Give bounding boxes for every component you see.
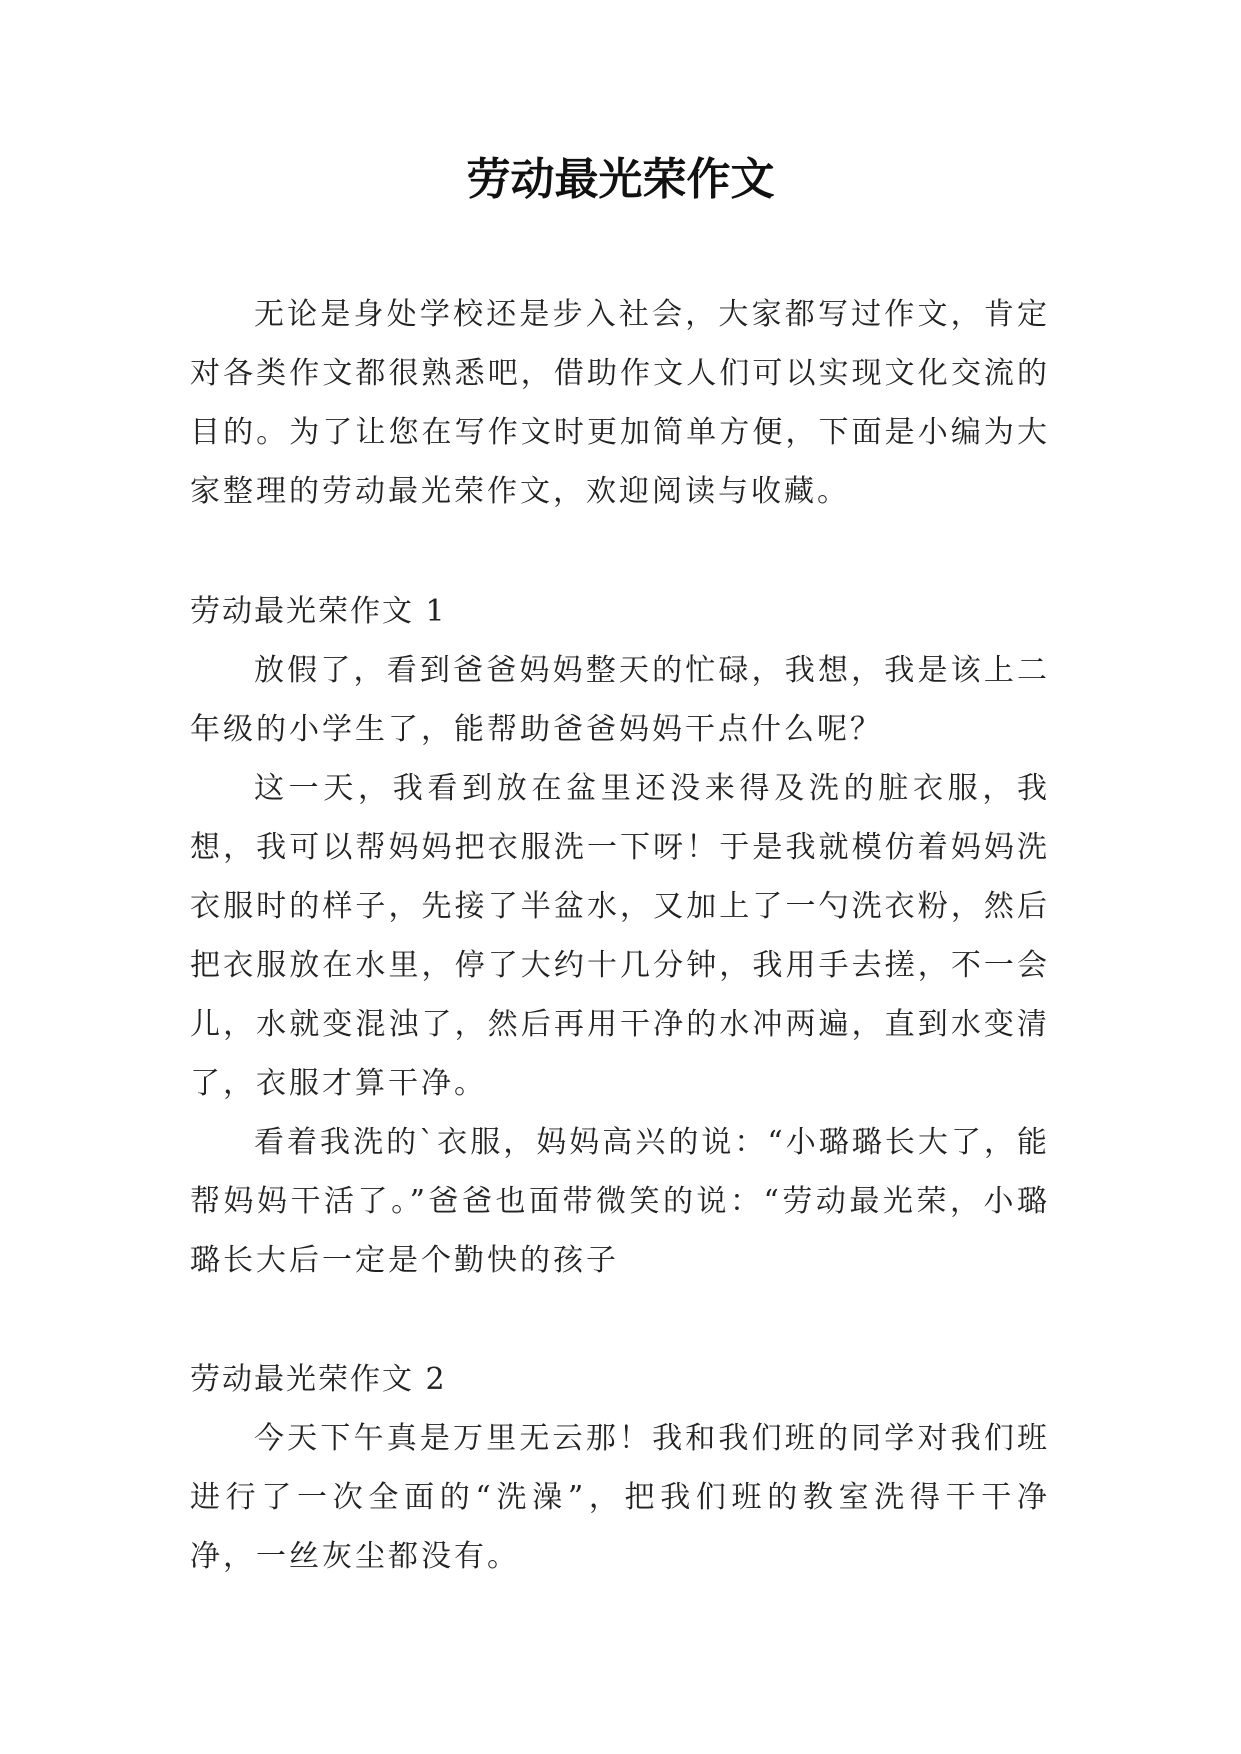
section-heading: 劳动最光荣作文 2 [190, 1362, 447, 1397]
section-heading: 劳动最光荣作文 1 [190, 594, 447, 629]
document-title: 劳动最光荣作文 [466, 154, 775, 205]
spacer [190, 521, 1050, 582]
essay-section-2 [190, 1350, 1050, 1586]
spacer [190, 1290, 1050, 1350]
body-paragraph: 今天下午真是万里无云那！我和我们班的同学对我们班进行了一次全面的“洗澡”，把我们班的教室洗得干干净净，一丝灰尘都没有。 [190, 1421, 1050, 1574]
essay-section-1 [190, 582, 1050, 1290]
body-paragraph: 这一天，我看到放在盆里还没来得及洗的脏衣服，我想，我可以帮妈妈把衣服洗一下呀！于是我就模仿着妈妈洗衣服时的样子，先接了半盆水，又加上了一勺洗衣粉，然后把衣服放在水里，停了大约十几分钟，我用手去搓，不一会儿，水就变混浊了，然后再用干净的水冲两遍，直到水变清了，衣服才算干净。 [190, 771, 1050, 1101]
document-body [190, 285, 1050, 1586]
body-paragraph: 放假了，看到爸爸妈妈整天的忙碌，我想，我是该上二年级的小学生了，能帮助爸爸妈妈干点什么呢？ [190, 653, 1050, 747]
body-paragraph: 看着我洗的`衣服，妈妈高兴的说：“小璐璐长大了，能帮妈妈干活了。”爸爸也面带微笑的说：“劳动最光荣，小璐璐长大后一定是个勤快的孩子 [190, 1125, 1050, 1278]
intro-paragraph: 无论是身处学校还是步入社会，大家都写过作文，肯定对各类作文都很熟悉吧，借助作文人们可以实现文化交流的目的。为了让您在写作文时更加简单方便，下面是小编为大家整理的劳动最光荣作文，欢迎阅读与收藏。 [190, 297, 1050, 509]
